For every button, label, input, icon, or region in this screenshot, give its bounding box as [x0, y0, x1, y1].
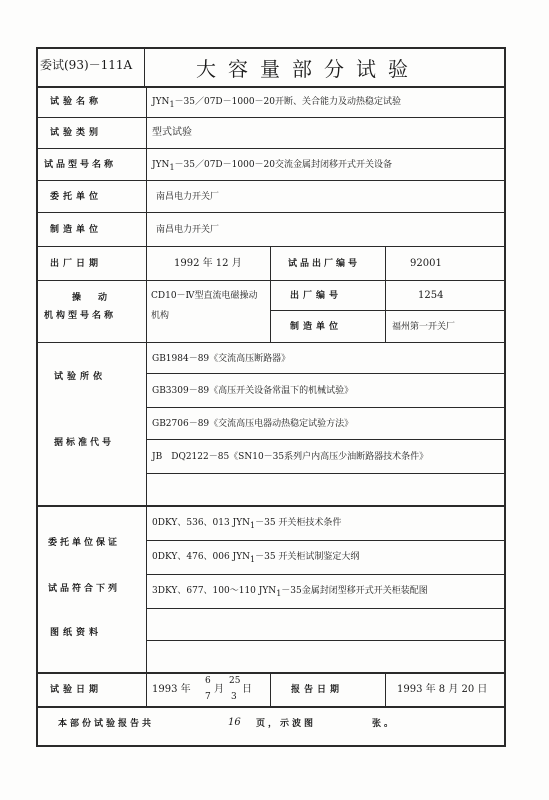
- drawings-label-line3: 图纸资料: [50, 628, 103, 638]
- row-rule: [146, 608, 506, 609]
- test-type-value: 型式试验: [152, 127, 192, 138]
- footer-text-middle: 页，示波图: [256, 719, 317, 729]
- drawing-item: 0DKY、476、006 $JYN_1-35$ 开关柜试制鉴定大纲: [152, 552, 360, 564]
- maker-value: 南昌电力开关厂: [156, 225, 220, 235]
- row-rule: [36, 180, 506, 181]
- section-rule: [36, 505, 506, 507]
- row-rule: [36, 342, 506, 343]
- sample-number-value: 92001: [410, 258, 442, 269]
- mechanism-label-line1: 操 动: [72, 293, 112, 303]
- column-rule: [385, 246, 386, 342]
- row-rule: [146, 540, 506, 541]
- model-label: 试品型号名称: [44, 160, 117, 170]
- column-rule: [270, 672, 271, 706]
- row-rule: [36, 246, 506, 247]
- row-rule: [146, 373, 506, 374]
- standards-label-line2: 据标准代号: [54, 438, 115, 448]
- test-month-start: 6: [205, 676, 211, 686]
- test-day-start: 25: [229, 676, 241, 686]
- mechanism-number-value: 1254: [418, 290, 444, 301]
- drawings-label-line2: 试品符合下列: [48, 584, 121, 594]
- footer-page-count: 16: [228, 717, 241, 728]
- row-rule: [36, 148, 506, 149]
- model-value: $JYN_1-35/07D-1000-20$交流金属封闭移开式开关设备: [152, 160, 393, 172]
- drawing-item: 3DKY、677、100～110 $JYN_1-35$金属封闭型移开式开关柜装配图: [152, 586, 428, 598]
- mechanism-number-label: 出厂编号: [290, 291, 343, 301]
- mechanism-label-line2: 机构型号名称: [44, 311, 117, 321]
- test-month-unit: 月: [214, 684, 224, 695]
- page-title: 大容量部分试验: [196, 57, 420, 81]
- row-rule: [270, 310, 506, 311]
- label-column-rule: [146, 86, 147, 672]
- date-out-value: 1992 年 12 月: [174, 258, 242, 269]
- header-divider: [144, 48, 145, 86]
- sample-number-label: 试品出厂编号: [288, 259, 361, 269]
- report-date-label: 报告日期: [291, 685, 344, 695]
- section-rule: [36, 672, 506, 674]
- report-date-value: 1993 年 8 月 20 日: [397, 684, 488, 695]
- drawing-item: 0DKY、536、013 $JYN_1-35$ 开关柜技术条件: [152, 518, 342, 530]
- test-month-end: 7: [205, 692, 211, 702]
- row-rule: [36, 212, 506, 213]
- label-column-rule: [146, 672, 147, 706]
- test-name-value: $JYN_1-35/07D-1000-20$开断、关合能力及动热稳定试验: [152, 97, 402, 109]
- test-year: 1993 年: [152, 684, 191, 695]
- row-rule: [146, 407, 506, 408]
- standard-item: GB2706－89《交流高压电器动热稳定试验方法》: [152, 419, 354, 429]
- row-rule: [146, 439, 506, 440]
- test-day-end: 3: [231, 692, 237, 702]
- test-day-unit: 日: [242, 684, 252, 695]
- header-rule: [36, 86, 506, 88]
- mechanism-value-line2: 机构: [151, 311, 170, 321]
- column-rule: [270, 246, 271, 342]
- maker-label: 制造单位: [50, 225, 103, 235]
- drawings-label-line1: 委托单位保证: [48, 538, 121, 548]
- footer-text-end: 张。: [372, 719, 397, 729]
- mechanism-maker-label: 制造单位: [290, 322, 343, 332]
- test-date-label: 试验日期: [50, 685, 103, 695]
- doc-id: 委试(93)－111A: [40, 58, 133, 72]
- mechanism-value-line1: CD10－Ⅳ型直流电磁操动: [151, 291, 258, 301]
- standard-item: GB3309－89《高压开关设备常温下的机械试验》: [152, 386, 354, 396]
- standard-item: GB1984－89《交流高压断路器》: [152, 354, 291, 364]
- test-name-label: 试验名称: [50, 97, 103, 107]
- row-rule: [146, 473, 506, 474]
- mechanism-maker-value: 福州第一开关厂: [392, 322, 456, 332]
- standard-item: JB DQ2122－85《SN10－35系列户内高压少油断路器技术条件》: [152, 452, 429, 462]
- client-label: 委托单位: [50, 192, 103, 202]
- date-out-label: 出厂日期: [50, 259, 103, 269]
- footer-text-start: 本部份试验报告共: [58, 719, 155, 729]
- row-rule: [36, 117, 506, 118]
- row-rule: [146, 574, 506, 575]
- test-type-label: 试验类别: [50, 128, 103, 138]
- column-rule: [385, 672, 386, 706]
- section-rule: [36, 706, 506, 708]
- standards-label-line1: 试验所依: [54, 372, 107, 382]
- row-rule: [146, 640, 506, 641]
- row-rule: [36, 280, 506, 281]
- client-value: 南昌电力开关厂: [156, 192, 220, 202]
